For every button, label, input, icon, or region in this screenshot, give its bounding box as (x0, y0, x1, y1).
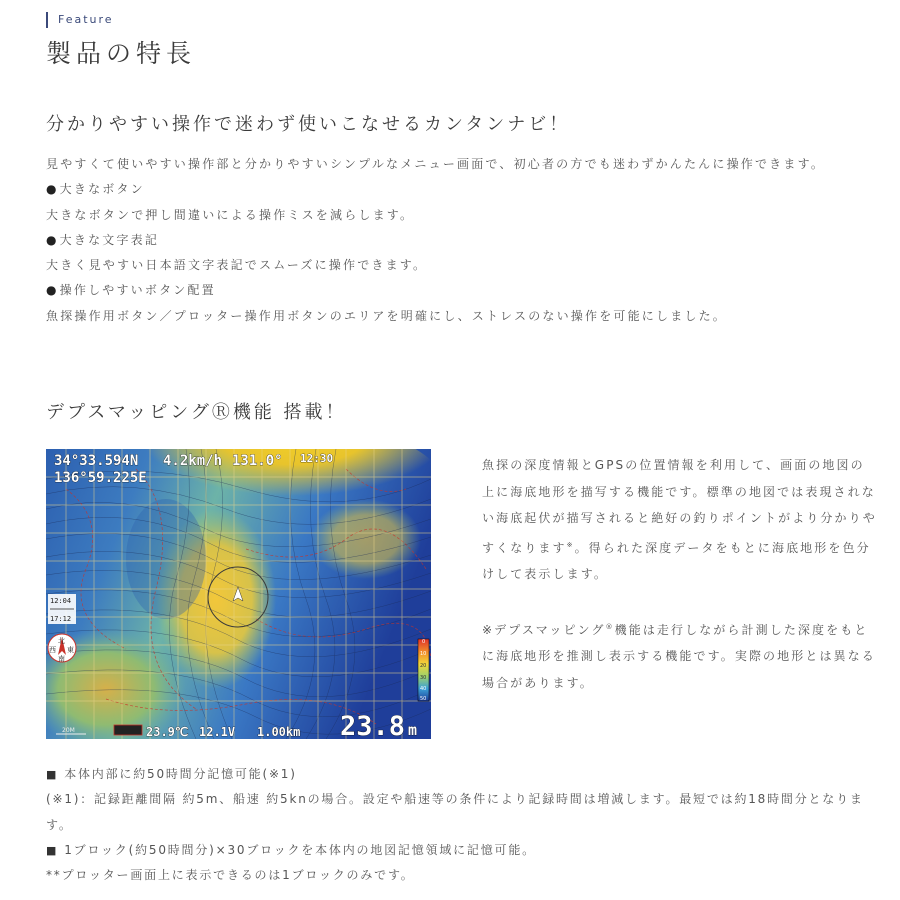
depth-mapping-screen (46, 449, 431, 739)
note-a: ※デプスマッピング (482, 622, 606, 637)
description-a: 魚探の深度情報とGPSの位置情報を利用して、画面の地図の上に海底地形を描写する機能です。標準の地図では表現されない海底起伏が描写されると絶好の釣りポイントがより分かりやすくなります (482, 458, 877, 555)
time-readout: 12:30 (300, 452, 334, 465)
scale-40: 40 (420, 686, 427, 692)
disclaimer-paragraph (482, 614, 877, 697)
storage-notes (46, 762, 866, 888)
description-paragraph (482, 452, 877, 588)
note-mark: ® (605, 622, 615, 631)
scale-50: 50 (420, 696, 427, 702)
desc-large-buttons: 大きなボタンで押し間違いによる操作ミスを減らします。 (46, 207, 415, 222)
note-block-storage: ■ 1ブロック(約50時間分)×30ブロックを本体内の地図記憶領域に記憶可能。 (46, 838, 866, 863)
bullet-large-text: ● 大きな文字表記 (46, 228, 858, 253)
easy-operation-text (46, 152, 858, 329)
clock-widget (48, 594, 76, 624)
section-heading-depth-mapping: デプスマッピングⓇ機能 搭載！ (46, 402, 347, 423)
compass-east: 東 (67, 646, 74, 654)
compass-west: 西 (49, 646, 56, 654)
desc-button-layout: 魚探操作用ボタン／プロッター操作用ボタンのエリアを明確にし、ストレスのない操作を可能にしました。 (46, 308, 728, 323)
bullet-button-layout: ● 操作しやすいボタン配置 (46, 278, 858, 303)
description-mark: ※ (566, 540, 575, 549)
scale-20: 20 (420, 663, 427, 669)
depth-map-image (46, 449, 431, 739)
compass-north: 北 (58, 637, 65, 645)
compass-icon (48, 634, 76, 663)
intro-paragraph: 見やすくて使いやすい操作部と分かりやすいシンプルなメニュー画面で、初心者の方でも迷わずかんたんに操作できます。 (46, 157, 826, 171)
scale-10: 10 (420, 651, 427, 657)
description-b: 。得られた深度データをもとに海底地形を色分けして表示します。 (482, 540, 871, 581)
depth-color-scale (418, 639, 429, 702)
clock-bottom: 17:12 (50, 615, 72, 623)
speed-readout: 4.2km/h (163, 453, 223, 469)
note-display-limit: **プロッター画面上に表示できるのは1ブロックのみです。 (46, 868, 415, 883)
desc-large-text: 大きく見やすい日本語文字表記でスムーズに操作できます。 (46, 258, 428, 273)
note-storage-detail: (※1)：記録距離間隔 約5m、船速 約5knの場合。設定や船速等の条件により記録時間は増減します。最短では約18時間分となります。 (46, 792, 864, 832)
latitude-readout: 34°33.594N (54, 453, 139, 469)
feature-label: Feature (46, 12, 114, 28)
scale-30: 30 (420, 675, 427, 681)
page-title: 製品の特長 (46, 39, 197, 68)
note-storage-capacity: ■ 本体内部に約50時間分記憶可能(※1) (46, 762, 866, 787)
heading-readout: 131.0° (232, 453, 283, 469)
battery-icon (114, 725, 142, 735)
scale-0: 0 (422, 639, 426, 645)
depth-readout: 23.8 (340, 711, 406, 739)
note-b: 機能は走行しながら計測した深度をもとに海底地形を推測し表示する機能です。実際の地形とは異なる場合があります。 (482, 622, 876, 690)
clock-top: 12:04 (50, 597, 72, 605)
range-readout: 1.00km (257, 725, 301, 739)
scale-bar-label: 20M (62, 727, 75, 734)
compass-south: 南 (58, 655, 65, 663)
voltage-readout: 12.1V (199, 725, 236, 739)
longitude-readout: 136°59.225E (54, 470, 147, 486)
bullet-large-buttons: ● 大きなボタン (46, 177, 858, 202)
section-heading-easy-operation: 分かりやすい操作で迷わず使いこなせるカンタンナビ！ (46, 114, 571, 135)
depth-unit: m (408, 721, 418, 739)
water-temp-readout: 23.9℃ (146, 725, 189, 739)
depth-mapping-description (482, 452, 877, 696)
